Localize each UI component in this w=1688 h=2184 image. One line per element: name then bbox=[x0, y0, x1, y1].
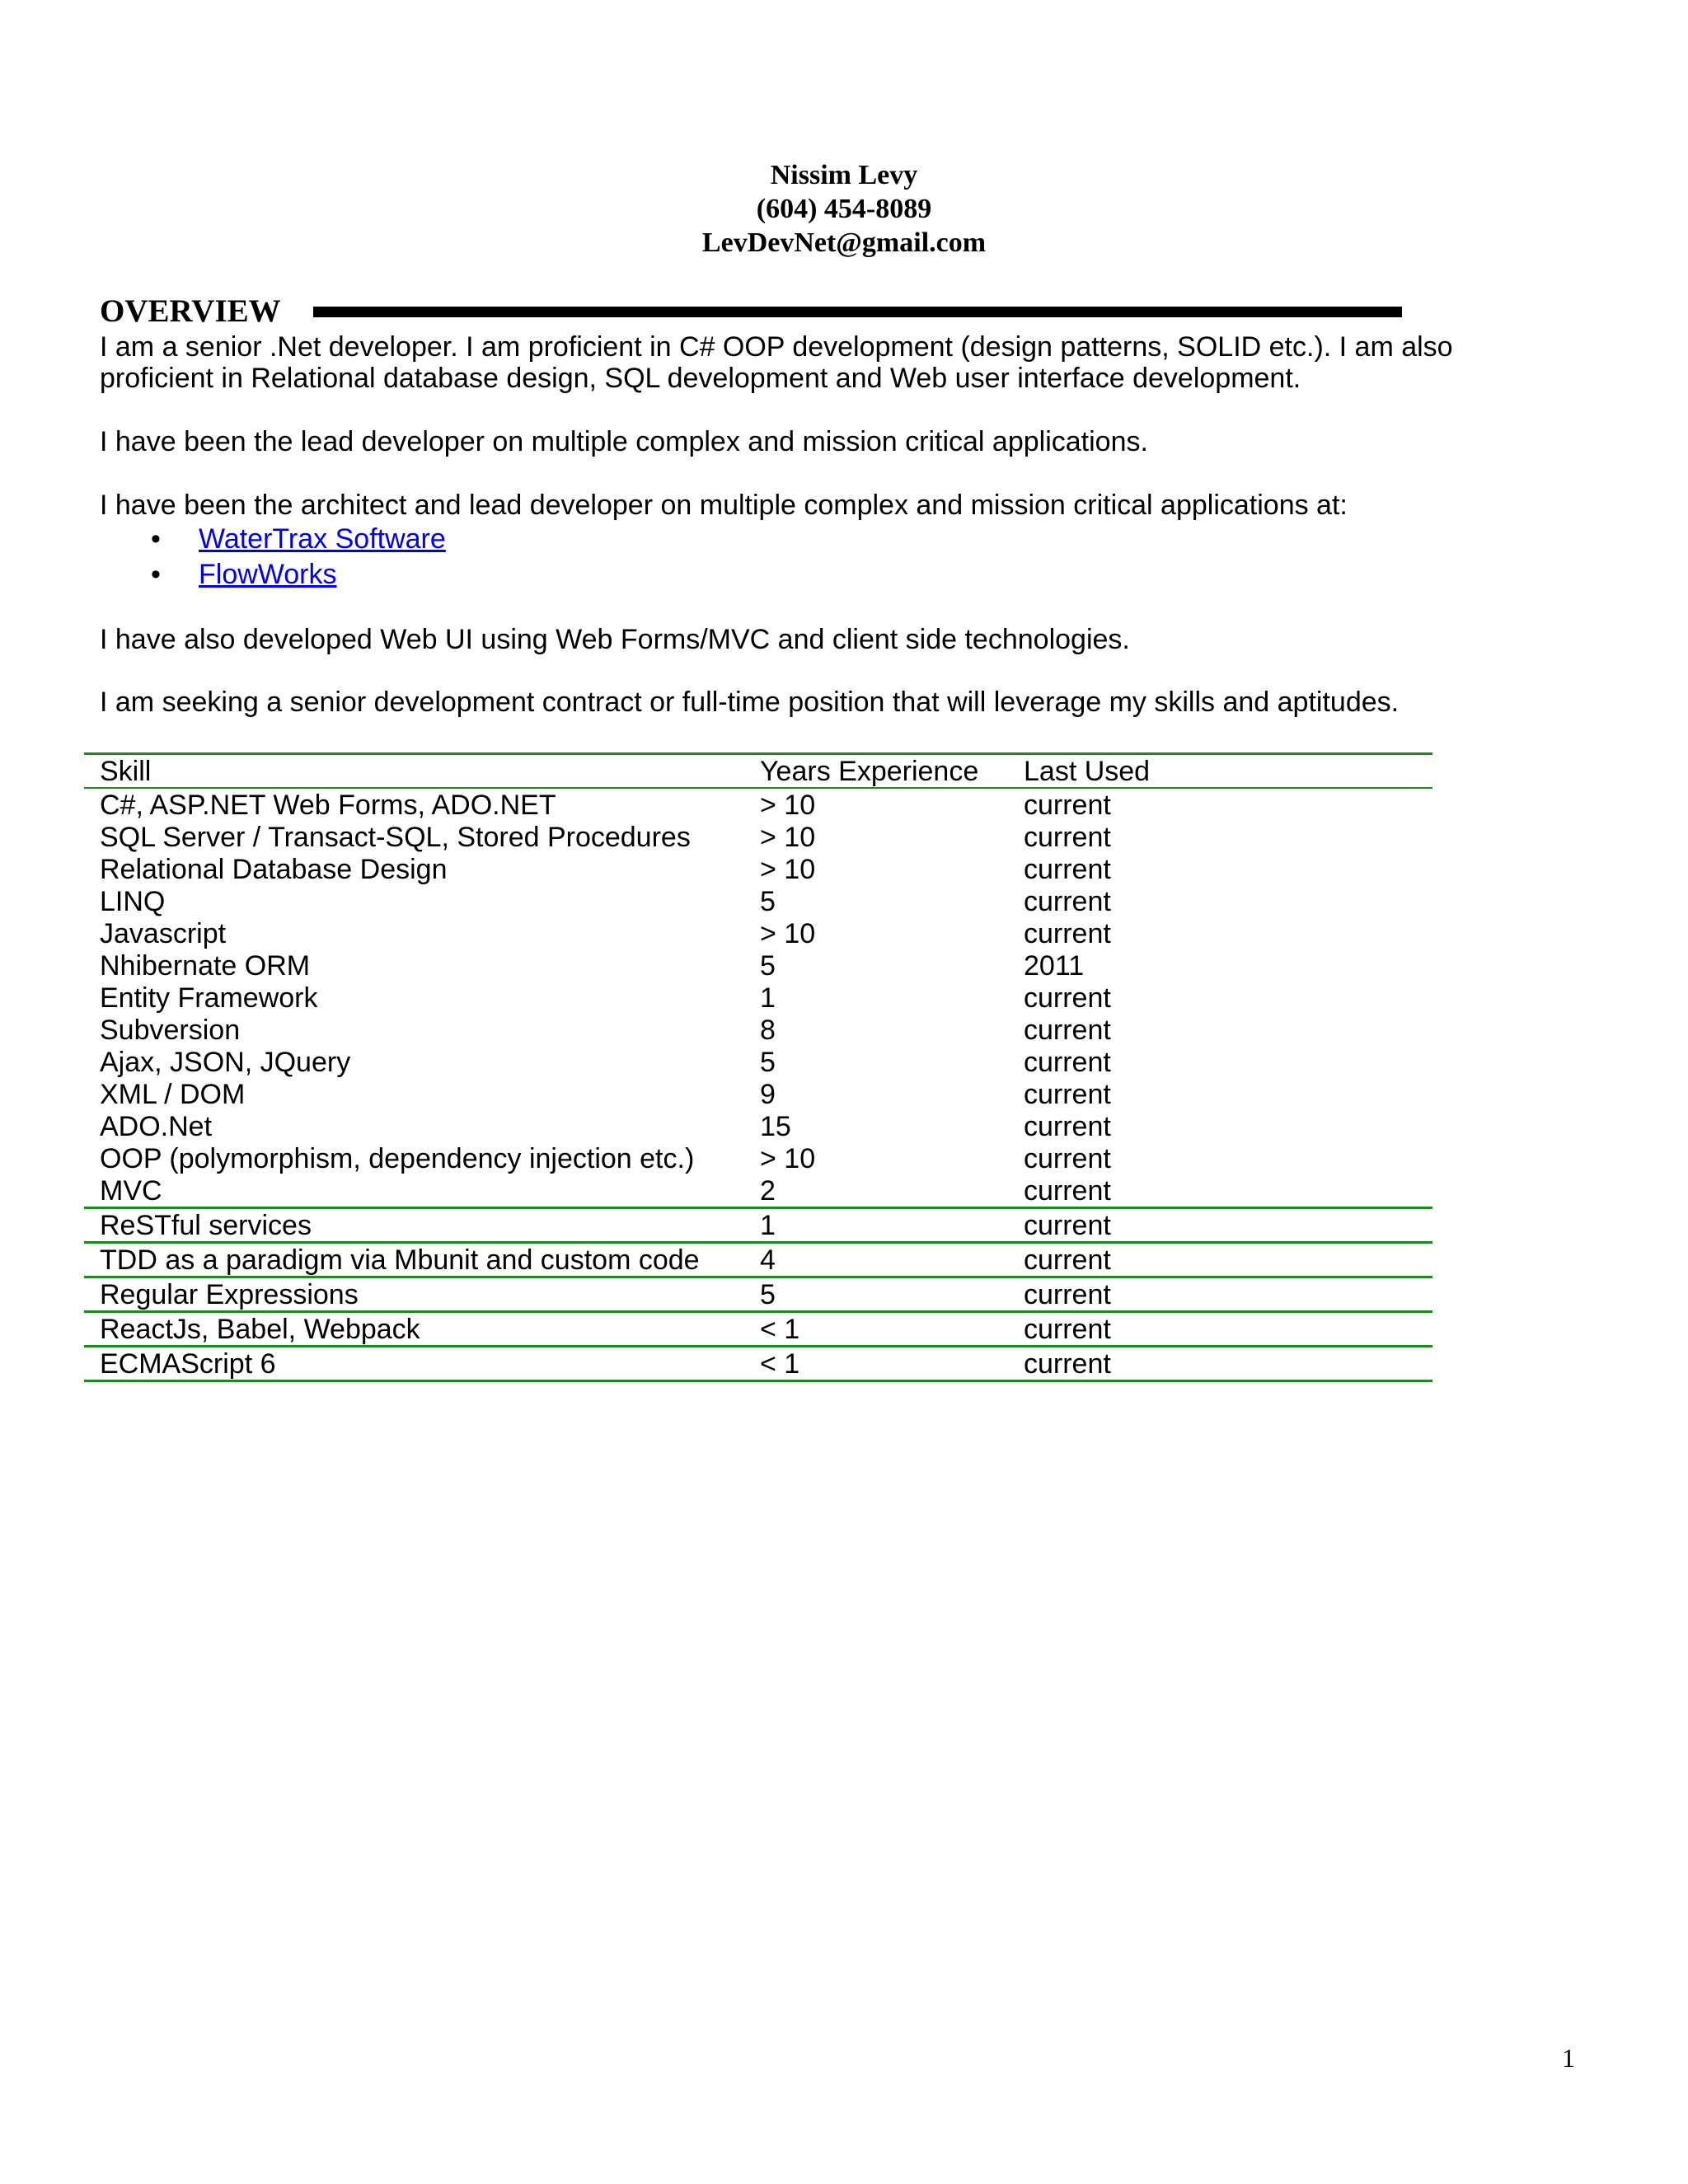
table-row bbox=[84, 1243, 1432, 1277]
last-used-cell: current bbox=[1008, 1174, 1432, 1208]
overview-title: OVERVIEW bbox=[100, 293, 281, 329]
table-row bbox=[84, 917, 1432, 949]
link-watertrax[interactable]: WaterTrax Software bbox=[199, 523, 446, 555]
header-last-used: Last Used bbox=[1008, 754, 1432, 789]
last-used-cell: 2011 bbox=[1024, 950, 1085, 982]
skill-cell: OOP (polymorphism, dependency injection etc.) bbox=[100, 1143, 695, 1174]
skill-cell: Relational Database Design bbox=[100, 854, 448, 885]
skill-cell: ADO.Net bbox=[100, 1111, 213, 1142]
years-cell: > 10 bbox=[760, 822, 816, 853]
years-cell: < 1 bbox=[744, 1347, 1008, 1381]
last-used-cell: current bbox=[1008, 1243, 1432, 1277]
candidate-email: LevDevNet@gmail.com bbox=[701, 227, 987, 258]
years-cell: 5 bbox=[760, 950, 776, 982]
years-cell: 9 bbox=[760, 1079, 776, 1110]
header-years: Years Experience bbox=[744, 754, 1008, 789]
table-row bbox=[84, 1174, 1432, 1208]
years-cell: 5 bbox=[744, 1277, 1008, 1312]
skill-cell: Regular Expressions bbox=[84, 1277, 744, 1312]
last-used-cell: current bbox=[1008, 1277, 1432, 1312]
last-used-cell: current bbox=[1024, 982, 1111, 1014]
years-cell: 5 bbox=[760, 1047, 776, 1078]
skill-cell: XML / DOM bbox=[100, 1079, 246, 1110]
overview-rule bbox=[313, 307, 1402, 317]
overview-heading bbox=[100, 293, 1402, 330]
last-used-cell: current bbox=[1024, 918, 1111, 949]
years-cell: 5 bbox=[760, 886, 776, 917]
years-cell: > 10 bbox=[760, 918, 816, 949]
last-used-cell: current bbox=[1024, 1015, 1111, 1046]
table-row bbox=[84, 1046, 1432, 1078]
table-row bbox=[84, 1208, 1432, 1243]
skill-cell: ReactJs, Babel, Webpack bbox=[84, 1312, 744, 1347]
years-cell: 2 bbox=[744, 1174, 1008, 1208]
last-used-cell: current bbox=[1024, 886, 1111, 917]
last-used-cell: current bbox=[1024, 822, 1111, 853]
list-item bbox=[100, 557, 446, 593]
table-row bbox=[84, 885, 1432, 917]
years-cell: 15 bbox=[760, 1111, 791, 1142]
table-header-row bbox=[84, 754, 1432, 789]
overview-paragraph-4: I have also developed Web UI using Web Forms/MVC and client side technologies. bbox=[100, 624, 1130, 655]
years-cell: 1 bbox=[760, 982, 776, 1014]
overview-paragraph-5: I am seeking a senior development contract or full-time position that will leverage my skills and aptitudes. bbox=[100, 687, 1400, 718]
table-row bbox=[84, 821, 1432, 853]
years-cell: > 10 bbox=[760, 790, 816, 821]
candidate-phone: (604) 454-8089 bbox=[756, 194, 932, 224]
candidate-name: Nissim Levy bbox=[770, 160, 918, 190]
last-used-cell: current bbox=[1024, 1111, 1111, 1142]
last-used-cell: current bbox=[1008, 1347, 1432, 1381]
table-row bbox=[84, 1277, 1432, 1312]
skill-cell: C#, ASP.NET Web Forms, ADO.NET bbox=[100, 790, 556, 821]
overview-paragraph-2: I have been the lead developer on multiple complex and mission critical applications. bbox=[100, 426, 1148, 457]
table-row bbox=[84, 1312, 1432, 1347]
skills-table-body bbox=[84, 788, 1432, 1381]
skill-cell: Ajax, JSON, JQuery bbox=[100, 1047, 351, 1078]
years-cell: > 10 bbox=[760, 1143, 816, 1174]
link-flowworks[interactable]: FlowWorks bbox=[199, 559, 337, 590]
years-cell: 4 bbox=[744, 1243, 1008, 1277]
years-cell: > 10 bbox=[760, 854, 816, 885]
last-used-cell: current bbox=[1008, 1312, 1432, 1347]
table-row bbox=[84, 788, 1432, 821]
skill-cell: Nhibernate ORM bbox=[100, 950, 311, 982]
table-row bbox=[84, 1078, 1432, 1110]
last-used-cell: current bbox=[1024, 854, 1111, 885]
bullet-icon: • bbox=[151, 559, 161, 590]
skill-cell: ECMAScript 6 bbox=[84, 1347, 744, 1381]
overview-paragraph-3: I have been the architect and lead developer on multiple complex and mission critical applications at: bbox=[100, 490, 1348, 521]
skill-cell: Entity Framework bbox=[100, 982, 318, 1014]
last-used-cell: current bbox=[1024, 1079, 1111, 1110]
skill-cell: Javascript bbox=[100, 918, 227, 949]
header-skill: Skill bbox=[84, 754, 744, 789]
skill-cell: SQL Server / Transact-SQL, Stored Procedures bbox=[100, 822, 691, 853]
table-row bbox=[84, 853, 1432, 885]
resume-header bbox=[0, 158, 1688, 260]
skill-cell: Subversion bbox=[100, 1015, 241, 1046]
table-row bbox=[84, 1142, 1432, 1174]
table-row bbox=[84, 1110, 1432, 1142]
overview-paragraph-1: I am a senior .Net developer. I am proficient in C# OOP development (design patterns, SOLID etc.). I am also proficient in Relational database design, SQL development and Web user interface development. bbox=[100, 331, 1453, 394]
last-used-cell: current bbox=[1024, 1143, 1111, 1174]
employer-links bbox=[100, 522, 446, 593]
years-cell: 8 bbox=[760, 1015, 776, 1046]
years-cell: < 1 bbox=[744, 1312, 1008, 1347]
list-item bbox=[100, 522, 446, 557]
last-used-cell: current bbox=[1008, 1208, 1432, 1243]
last-used-cell: current bbox=[1024, 1047, 1111, 1078]
page-number: 1 bbox=[1562, 2043, 1575, 2073]
skills-table bbox=[84, 752, 1432, 1382]
table-row bbox=[84, 982, 1432, 1014]
last-used-cell: current bbox=[1024, 790, 1111, 821]
skill-cell: LINQ bbox=[100, 886, 166, 917]
years-cell: 1 bbox=[744, 1208, 1008, 1243]
table-row bbox=[84, 1347, 1432, 1381]
bullet-icon: • bbox=[151, 523, 161, 555]
skill-cell: TDD as a paradigm via Mbunit and custom code bbox=[84, 1243, 744, 1277]
table-row bbox=[84, 949, 1432, 982]
skill-cell: ReSTful services bbox=[84, 1208, 744, 1243]
table-row bbox=[84, 1014, 1432, 1046]
skill-cell: MVC bbox=[84, 1174, 744, 1208]
